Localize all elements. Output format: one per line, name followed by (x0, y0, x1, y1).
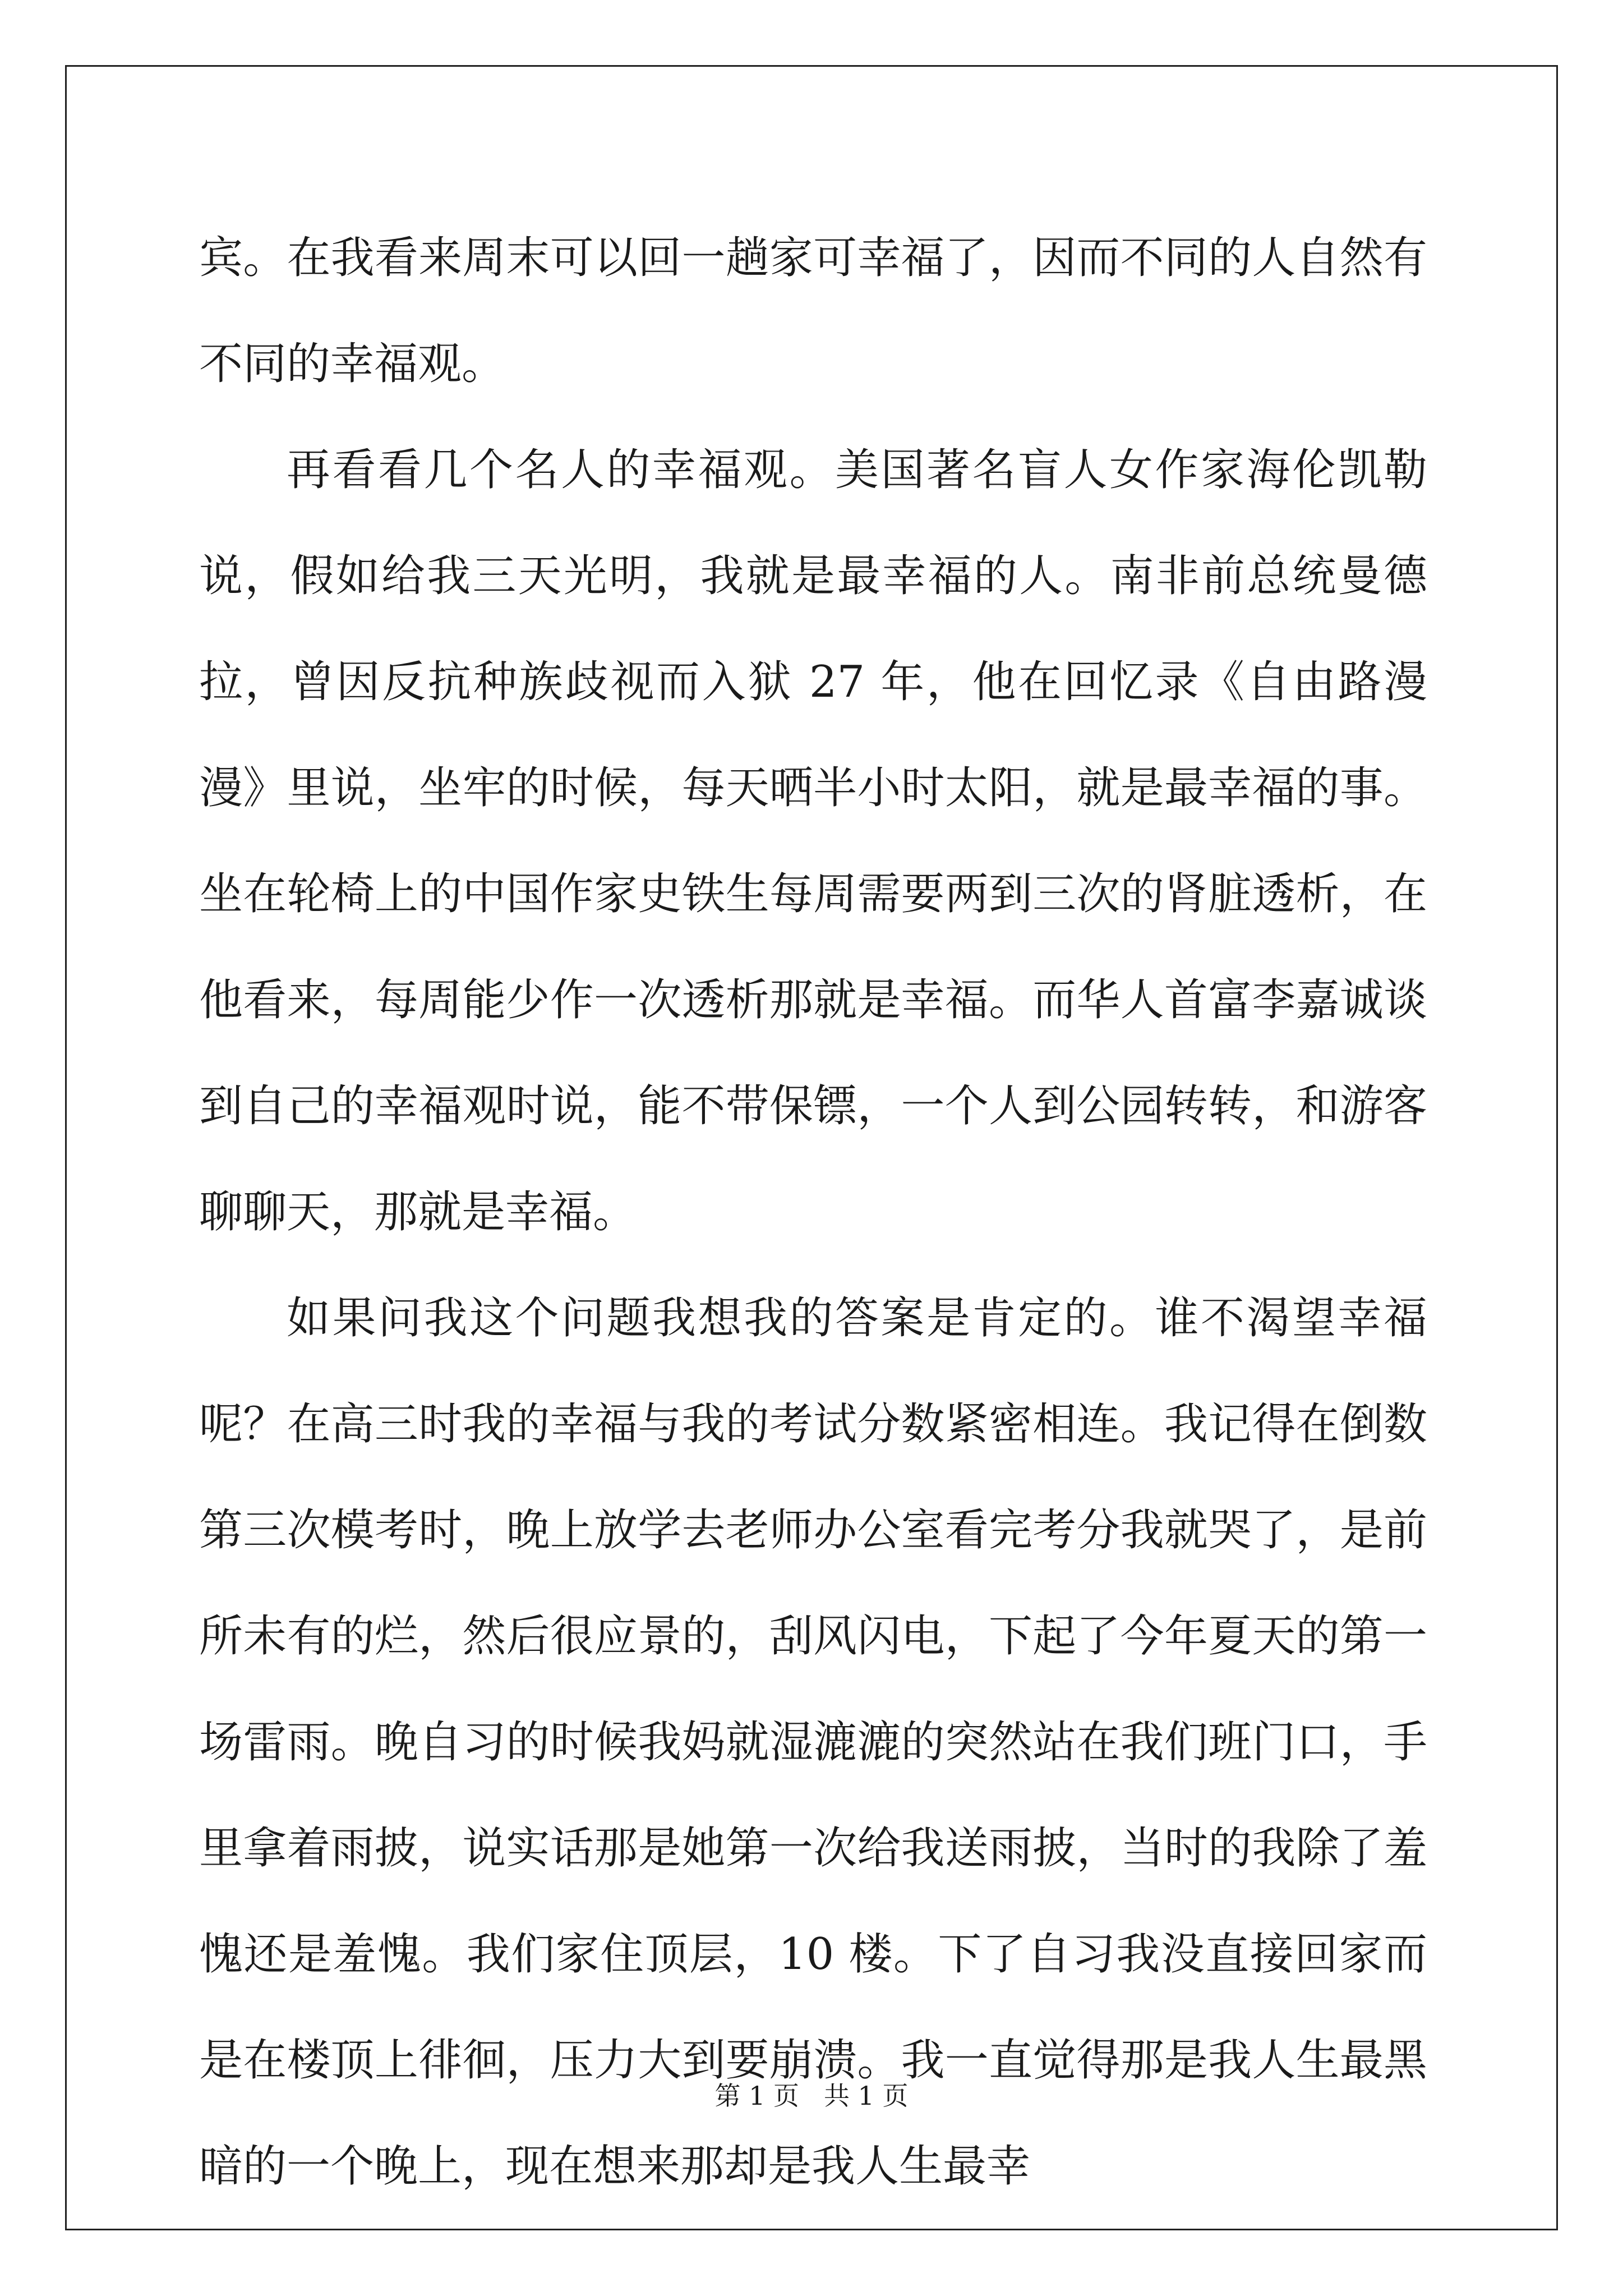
page-number-total: 共 1 页 (824, 2081, 909, 2111)
paragraph-2: 再看看几个名人的幸福观。美国著名盲人女作家海伦凯勒说，假如给我三天光明，我就是最幸福的人。南非前总统曼德拉，曾因反抗种族歧视而入狱 27 年，他在回忆录《自由路漫漫》里说，坐牢的时候，每天晒半小时太阳，就是最幸福的事。坐在轮椅上的中国作家史铁生每周需要两到三次的肾脏透析，在他看来，每周能少作一次透析那就是幸福。而华人首富李嘉诚谈到自己的幸福观时说，能不带保镖，一个人到公园转转，和游客聊聊天，那就是幸福。 (199, 445, 1427, 1237)
paragraph-1: 宾。在我看来周末可以回一趟家可幸福了，因而不同的人自然有不同的幸福观。 (199, 233, 1427, 389)
page-number-current: 第 1 页 (714, 2081, 799, 2111)
page-footer (0, 2076, 1623, 2113)
document-body (199, 205, 1427, 2220)
paragraph-3: 如果问我这个问题我想我的答案是肯定的。谁不渴望幸福呢？在高三时我的幸福与我的考试分数紧密相连。我记得在倒数第三次模考时，晚上放学去老师办公室看完考分我就哭了，是前所未有的烂，然后很应景的，刮风闪电，下起了今年夏天的第一场雷雨。晚自习的时候我妈就湿漉漉的突然站在我们班门口，手里拿着雨披，说实话那是她第一次给我送雨披，当时的我除了羞愧还是羞愧。我们家住顶层，10 楼。下了自习我没直接回家而是在楼顶上徘徊，压力大到要崩溃。我一直觉得那是我人生最黑暗的一个晚上，现在想来那却是我人生最幸 (199, 1293, 1427, 2192)
